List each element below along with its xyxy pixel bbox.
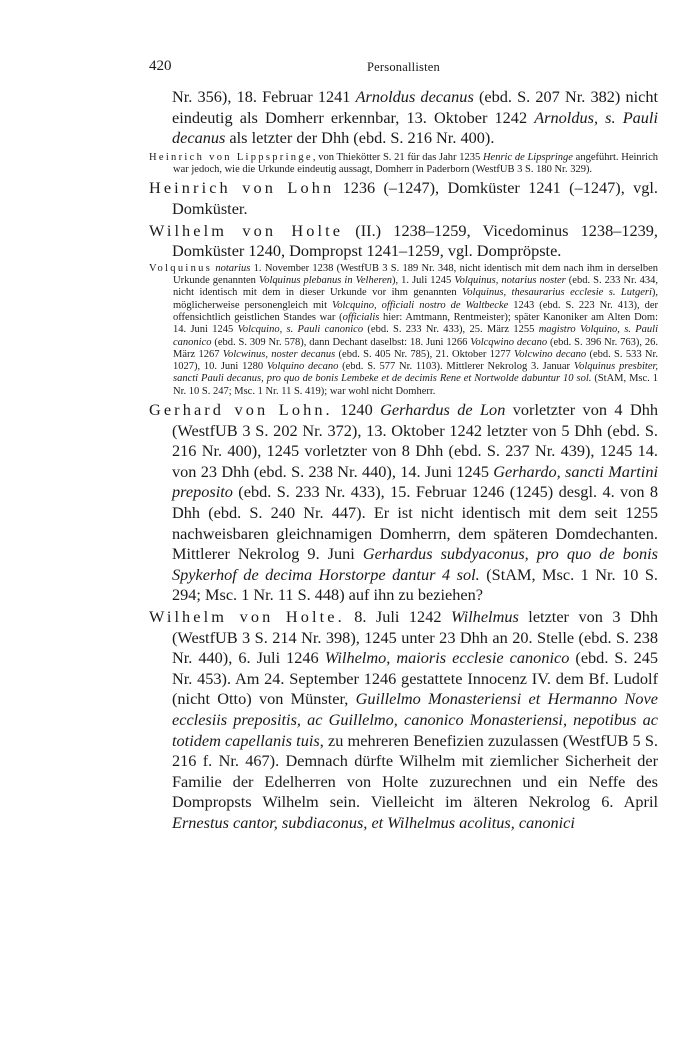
entry-text: Nr. 356), 18. Februar 1241 [172, 87, 356, 106]
quoted-source-text: Volquino decano [266, 361, 339, 373]
quoted-source-text: Volquinus plebanus in Velheren [258, 275, 392, 287]
document-body [149, 87, 658, 834]
quoted-source-text: Volquinus, thesaurarius ecclesie s. Lutgeri [462, 287, 652, 299]
quoted-source-text: Volcquino, s. Pauli canonico [237, 324, 364, 336]
entry-gerhard-von-lohn [149, 400, 658, 606]
entry-name: Volquinus [149, 262, 213, 274]
quoted-source-text: Guillelmo Monasteriensi et Hermanno Nove ecclesiis prepositis, ac Guillelmo, canonico Monasteriensi, nepotibus ac totidem capellanis tuis [172, 689, 658, 750]
quoted-source-text: Volquinus, notarius noster [454, 275, 566, 287]
quoted-source-text: Arnoldus decanus [355, 87, 474, 106]
entry-text: ), möglicherweise personengleich mit [173, 287, 658, 311]
entry-text: (StAM, Msc. 1 Nr. 10 S. 247; Msc. 1 Nr. 11 S. 419); war wohl nicht Domherr. [173, 373, 658, 397]
entry-name: Wilhelm von Holte. [149, 606, 345, 626]
entry-name: Wilhelm von Holte [149, 220, 344, 240]
entry-text: vorletzter von 4 Dhh (WestfUB 3 S. 202 Nr. 372), 13. Oktober 1242 letzter von 5 Dhh (ebd. S. 216 Nr. 400), 1245 vorletzter von 8 Dhh (ebd. S. 237 Nr. 439), 1245 14. von 23 Dhh (ebd. S. 238 Nr. 440), 14. Juni 1245 [172, 400, 658, 481]
entry-text: 1. November 1238 (WestfUB 3 S. 189 Nr. 348, nicht identisch mit dem nach ihm in derselben Urkunde genannten [173, 262, 659, 287]
quoted-source-text: Gerhardo, sancti Martini preposito [172, 461, 658, 502]
quoted-source-text: Henric de Lipspringe [482, 151, 573, 163]
quoted-source-text: Ernestus cantor, subdiaconus, et Wilhelmus acolitus, canonici [172, 812, 575, 832]
quoted-source-text: Gerhardus subdyaconus, pro quo de bonis Spykerhof de decima Horstorpe dantur 4 sol. [172, 544, 658, 584]
entry-text: (ebd. S. 577 Nr. 1103). Mittlerer Nekrolog 3. Januar [338, 361, 574, 373]
entry-text: (ebd. S. 233 Nr. 434, nicht identisch mit dem in dieser Urkunde vor ihm genannten [173, 275, 658, 299]
running-title: Personallisten [367, 60, 440, 74]
entry-heinrich-von-lohn [149, 178, 658, 219]
quoted-source-text: Arnoldus, s. Pauli decanus [172, 107, 658, 148]
entry-text: , von Thiekötter S. 21 für das Jahr 1235 [312, 151, 483, 163]
quoted-source-text: Volcqwino decano [470, 336, 548, 348]
entry-text: (StAM, Msc. 1 Nr. 10 S. 294; Msc. 1 Nr. 11 S. 448) auf ihn zu beziehen? [172, 564, 659, 605]
page-number: 420 [149, 58, 172, 74]
entry-wilhelm-von-holte-ii [149, 221, 658, 262]
quoted-source-text: notarius [215, 262, 251, 274]
quoted-source-text: officialis [342, 311, 380, 323]
entry-text: (ebd. S. 233 Nr. 433), 25. März 1255 [363, 324, 539, 336]
entry-name: Heinrich von Lippspringe [149, 151, 313, 163]
entry-text: (ebd. S. 405 Nr. 785), 21. Oktober 1277 [335, 348, 515, 360]
entry-text: ), 1. Juli 1245 [391, 275, 455, 287]
entry-text: (ebd. S. 245 Nr. 453). Am 24. September 1246 gestattete Innocenz IV. dem Bf. Ludolf (nicht Otto) von Münster, [172, 648, 659, 709]
entry-text: letzter von 3 Dhh (WestfUB 3 S. 214 Nr. 398), 1245 unter 23 Dhh an 20. Stelle (ebd. S. 238 Nr. 440), 6. Juli 1246 [172, 606, 658, 668]
entry-name: Gerhard von Lohn. [149, 400, 333, 420]
entry-text: 1236 (–1247), Domküster 1241 (–1247), vgl. Domküster. [172, 178, 659, 218]
entry-text: 1243 (ebd. S. 223 Nr. 413), der offensichtlich geistlichen Standes war ( [173, 299, 659, 323]
entry-text: 8. Juli 1242 [344, 606, 451, 626]
page-header [149, 58, 658, 82]
entry-text: (ebd. S. 533 Nr. 1027), 10. Juni 1280 [173, 348, 658, 373]
quoted-source-text: Wilhelmo, maioris ecclesie canonico [324, 648, 570, 668]
entry-volquinus [149, 263, 658, 398]
quoted-source-text: Volcquino, officiali nostro de Waltbecke [331, 299, 509, 311]
entry-name: Heinrich von Lohn [149, 178, 335, 198]
quoted-source-text: Wilhelmus [450, 606, 519, 626]
quoted-source-text: Volcwinus, noster decanus [222, 348, 336, 360]
quoted-source-text: Volquinus presbiter, sancti Pauli decanus, pro quo de bonis Lembeke et de decimis Rene et Nortwolde dabuntur 10 sol. [173, 361, 659, 385]
entry-heinrich-von-lippspringe [149, 152, 658, 177]
entry-text: (ebd. S. 396 Nr. 763), 26. März 1267 [173, 336, 658, 360]
entry-text: angeführt. Heinrich war jedoch, wie die Urkunde eindeutig aussagt, Domherr in Paderborn (WestfUB 3 S. 180 Nr. 329). [173, 151, 658, 176]
entry-continuation [149, 87, 658, 149]
entry-text: (ebd. S. 309 Nr. 578), dann Dechant daselbst: 18. Juni 1266 [211, 336, 471, 348]
quoted-source-text: Gerhardus de Lon [380, 400, 506, 420]
entry-text: (ebd. S. 233 Nr. 433), 15. Februar 1246 (1245) desgl. 4. von 8 Dhh (ebd. S. 240 Nr. 447). Er ist nicht identisch mit dem seit 1255 nachweisbaren gleichnamigen Domherrn, dem späteren Domdechanten. Mittlerer Nekrolog 9. Juni [172, 482, 658, 564]
entry-text: hier: Amtmann, Rentmeister); später Kanoniker am Alten Dom: 14. Juni 1245 [173, 311, 658, 336]
entry-text: (II.) 1238–1259, Vicedominus 1238–1239, Domküster 1240, Dompropst 1241–1259, vgl. Dompröpste. [172, 220, 658, 261]
entry-text: als letzter der Dhh (ebd. S. 216 Nr. 400). [225, 128, 495, 148]
entry-text: , zu mehreren Benefizien zuzulassen (WestfUB 5 S. 216 f. Nr. 467). Demnach dürfte Wilhelm mit ziemlicher Sicherheit der Familie der Edelherren von Holte zuzurechnen und ein Neffe des Dompropsts Wilhelm sein. Vielleicht im älteren Nekrolog 6. April [172, 730, 658, 812]
entry-text: (ebd. S. 207 Nr. 382) nicht eindeutig als Domherr erkennbar, 13. Oktober 1242 [172, 87, 659, 127]
entry-text: 1240 [332, 400, 381, 420]
entry-wilhelm-von-holte [149, 607, 658, 834]
quoted-source-text: Volcwino decano [514, 348, 587, 360]
quoted-source-text: magistro Volquino, s. Pauli canonico [173, 324, 658, 348]
